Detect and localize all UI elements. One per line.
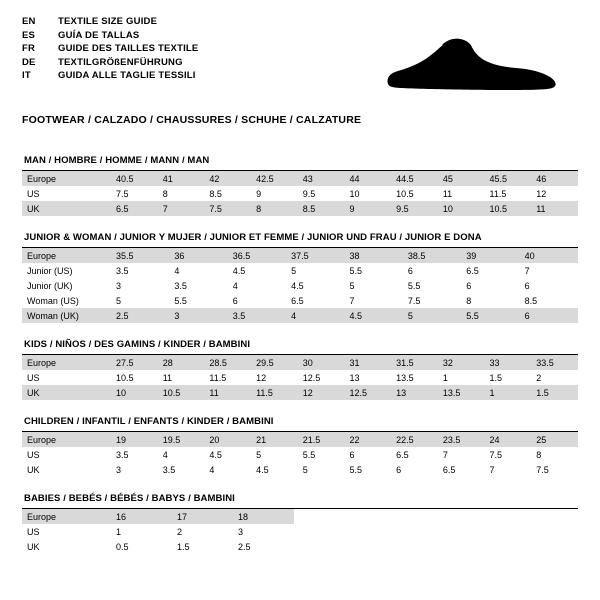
size-cell: 12.5 [344,385,391,400]
size-cell: 10.5 [158,385,205,400]
size-cell: 1 [485,385,532,400]
group-spacer [22,327,578,336]
size-cell: 3 [233,524,294,539]
size-cell: 2 [172,524,233,539]
size-cell: 33.5 [531,355,578,370]
table-row [22,385,578,400]
size-table [22,432,578,477]
table-row [22,171,578,186]
row-label: UK [22,462,111,477]
page-title: FOOTWEAR / CALZADO / CHAUSSURES / SCHUHE / CALZATURE [22,114,362,126]
size-cell: 5.5 [345,263,403,278]
size-cell: 5 [298,462,345,477]
size-cell: 17 [172,509,233,524]
language-title: TEXTILGRÖßENFÜHRUNG [58,56,183,68]
size-cell: 3 [111,462,158,477]
table-row [22,308,578,323]
size-cell: 10.5 [485,201,532,216]
size-cell: 8 [461,293,519,308]
size-cell: 5.5 [169,293,227,308]
size-group [22,336,578,400]
group-spacer [22,404,578,413]
size-cell: 11 [531,201,578,216]
language-title: GUÍA DE TALLAS [58,29,140,41]
size-cell: 9.5 [391,201,438,216]
size-cell: 4 [204,462,251,477]
row-label: US [22,524,111,539]
size-group-title: MAN / HOMBRE / HOMME / MANN / MAN [22,152,578,171]
size-cell: 11 [204,385,251,400]
size-cell: 1 [438,370,485,385]
size-cell: 3 [169,308,227,323]
size-cell: 7 [345,293,403,308]
language-row [22,57,198,71]
size-cell: 9 [344,201,391,216]
table-row [22,509,578,524]
size-cell: 6 [403,263,461,278]
size-cell: 21 [251,432,298,447]
size-cell: 10 [438,201,485,216]
size-cell: 8.5 [520,293,578,308]
size-cell: 4.5 [204,447,251,462]
size-tables [22,152,578,567]
size-group-title: CHILDREN / INFANTIL / ENFANTS / KINDER / BAMBINI [22,413,578,432]
size-cell: 12.5 [298,370,345,385]
table-row [22,432,578,447]
table-filler [294,539,578,554]
row-label: UK [22,539,111,554]
size-cell: 3.5 [158,462,205,477]
size-cell: 4 [286,308,344,323]
size-cell: 5.5 [403,278,461,293]
row-label: Europe [22,171,111,186]
size-cell: 12 [298,385,345,400]
size-cell: 7.5 [111,186,158,201]
table-row [22,370,578,385]
size-cell: 13.5 [391,370,438,385]
size-cell: 24 [485,432,532,447]
size-cell: 32 [438,355,485,370]
table-row [22,278,578,293]
size-cell: 43 [298,171,345,186]
size-cell: 36.5 [228,248,286,263]
size-cell: 5 [286,263,344,278]
size-cell: 1.5 [485,370,532,385]
row-label: Europe [22,509,111,524]
size-cell: 4.5 [228,263,286,278]
size-cell: 10.5 [391,186,438,201]
table-row [22,186,578,201]
size-cell: 38.5 [403,248,461,263]
size-cell: 6.5 [286,293,344,308]
size-cell: 2.5 [111,308,169,323]
size-cell: 7.5 [204,201,251,216]
size-cell: 11.5 [485,186,532,201]
row-label: UK [22,201,111,216]
size-cell: 22 [344,432,391,447]
size-cell: 30 [298,355,345,370]
row-label: US [22,370,111,385]
size-cell: 6.5 [438,462,485,477]
row-label: Europe [22,248,111,263]
size-cell: 13 [391,385,438,400]
group-spacer [22,481,578,490]
size-cell: 4 [228,278,286,293]
size-cell: 6 [228,293,286,308]
size-cell: 6 [344,447,391,462]
size-group [22,229,578,323]
size-cell: 5.5 [461,308,519,323]
row-label: UK [22,385,111,400]
size-group [22,152,578,216]
size-cell: 6 [461,278,519,293]
dress-shoe-icon [380,32,560,96]
size-cell: 4.5 [251,462,298,477]
size-cell: 6 [520,278,578,293]
size-cell: 44 [344,171,391,186]
size-cell: 1.5 [172,539,233,554]
language-code: ES [22,29,36,41]
row-label: US [22,447,111,462]
size-group [22,413,578,477]
size-cell: 7 [158,201,205,216]
table-row [22,355,578,370]
size-cell: 5.5 [298,447,345,462]
row-label: US [22,186,111,201]
size-cell: 0.5 [111,539,172,554]
language-code: IT [22,70,31,81]
size-cell: 5 [251,447,298,462]
table-row [22,263,578,278]
size-cell: 7.5 [403,293,461,308]
language-title: GUIDA ALLE TAGLIE TESSILI [58,70,196,81]
size-cell: 35.5 [111,248,169,263]
language-code: EN [22,16,36,27]
size-cell: 44.5 [391,171,438,186]
language-row [22,16,198,30]
size-cell: 1.5 [531,385,578,400]
size-group [22,490,578,554]
size-cell: 6.5 [461,263,519,278]
size-cell: 12 [531,186,578,201]
size-group-title: JUNIOR & WOMAN / JUNIOR Y MUJER / JUNIOR ET FEMME / JUNIOR UND FRAU / JUNIOR E DONA [22,229,578,248]
size-cell: 12 [251,370,298,385]
size-cell: 11.5 [204,370,251,385]
size-cell: 1 [111,524,172,539]
size-cell: 7.5 [485,447,532,462]
size-cell: 11 [438,186,485,201]
language-row [22,70,198,84]
size-cell: 19 [111,432,158,447]
size-cell: 16 [111,509,172,524]
size-group-title: BABIES / BEBÉS / BÉBÉS / BABYS / BAMBINI [22,490,578,509]
language-code: FR [22,43,36,54]
size-cell: 3 [111,278,169,293]
language-title: TEXTILE SIZE GUIDE [58,16,158,27]
size-cell: 28.5 [204,355,251,370]
header [22,16,578,108]
table-filler [294,509,578,524]
size-cell: 37.5 [286,248,344,263]
size-cell: 13.5 [438,385,485,400]
table-filler [294,524,578,539]
size-cell: 7.5 [531,462,578,477]
size-cell: 8 [531,447,578,462]
size-cell: 31 [344,355,391,370]
table-row [22,447,578,462]
size-cell: 39 [461,248,519,263]
size-cell: 2.5 [233,539,294,554]
size-cell: 46 [531,171,578,186]
size-cell: 3.5 [169,278,227,293]
row-label: Junior (US) [22,263,111,278]
size-cell: 40 [520,248,578,263]
size-group-title: KIDS / NIÑOS / DES GAMINS / KINDER / BAMBINI [22,336,578,355]
size-cell: 7 [485,462,532,477]
row-label: Junior (UK) [22,278,111,293]
size-cell: 11.5 [251,385,298,400]
size-cell: 7 [520,263,578,278]
size-cell: 3.5 [111,447,158,462]
size-cell: 4 [169,263,227,278]
size-cell: 42.5 [251,171,298,186]
size-cell: 5 [403,308,461,323]
language-code: DE [22,56,36,68]
size-cell: 10.5 [111,370,158,385]
size-cell: 4.5 [286,278,344,293]
size-cell: 9.5 [298,186,345,201]
size-cell: 11 [158,370,205,385]
language-row [22,43,198,57]
size-cell: 6.5 [111,201,158,216]
size-cell: 45 [438,171,485,186]
table-row [22,201,578,216]
size-cell: 6 [520,308,578,323]
size-table [22,509,578,554]
table-row [22,293,578,308]
size-cell: 41 [158,171,205,186]
size-cell: 45.5 [485,171,532,186]
size-cell: 23.5 [438,432,485,447]
table-row [22,248,578,263]
size-cell: 29.5 [251,355,298,370]
language-row [22,30,198,44]
size-cell: 7 [438,447,485,462]
size-cell: 28 [158,355,205,370]
size-cell: 10 [344,186,391,201]
size-cell: 10 [111,385,158,400]
size-cell: 5 [111,293,169,308]
size-cell: 9 [251,186,298,201]
size-cell: 4 [158,447,205,462]
table-row [22,462,578,477]
size-cell: 8.5 [298,201,345,216]
size-cell: 33 [485,355,532,370]
row-label: Woman (UK) [22,308,111,323]
row-label: Woman (US) [22,293,111,308]
table-row [22,539,578,554]
row-label: Europe [22,355,111,370]
size-cell: 8.5 [204,186,251,201]
row-label: Europe [22,432,111,447]
size-cell: 31.5 [391,355,438,370]
size-cell: 21.5 [298,432,345,447]
table-row [22,524,578,539]
size-cell: 13 [344,370,391,385]
size-cell: 18 [233,509,294,524]
size-cell: 36 [169,248,227,263]
group-spacer [22,220,578,229]
size-cell: 5 [345,278,403,293]
size-cell: 20 [204,432,251,447]
size-cell: 40.5 [111,171,158,186]
size-cell: 8 [158,186,205,201]
size-cell: 27.5 [111,355,158,370]
size-cell: 5.5 [344,462,391,477]
size-cell: 25 [531,432,578,447]
size-cell: 6 [391,462,438,477]
language-title: GUIDE DES TAILLES TEXTILE [58,43,199,54]
size-cell: 4.5 [345,308,403,323]
size-table [22,355,578,400]
size-cell: 42 [204,171,251,186]
size-cell: 38 [345,248,403,263]
size-cell: 22.5 [391,432,438,447]
size-cell: 8 [251,201,298,216]
size-cell: 2 [531,370,578,385]
size-table [22,248,578,323]
group-spacer [22,558,578,567]
size-table [22,171,578,216]
size-cell: 3.5 [111,263,169,278]
size-cell: 3.5 [228,308,286,323]
language-titles [22,16,198,84]
size-cell: 6.5 [391,447,438,462]
size-cell: 19.5 [158,432,205,447]
